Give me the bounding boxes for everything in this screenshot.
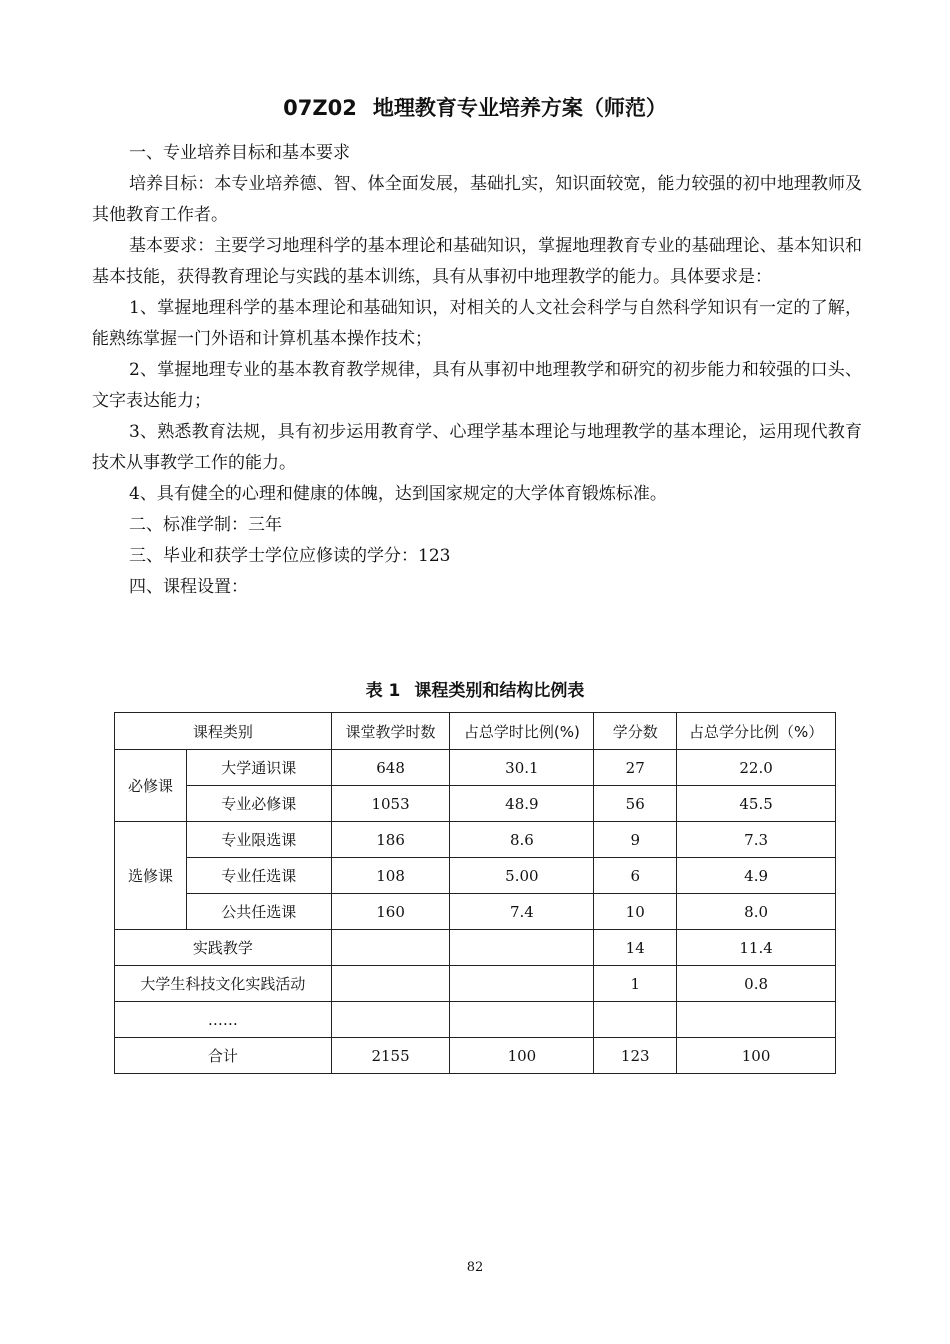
course-name: 实践教学 xyxy=(115,930,332,966)
hours-pct-cell: 100 xyxy=(450,1038,594,1074)
header-credits: 学分数 xyxy=(594,713,677,750)
credits-pct-cell: 100 xyxy=(677,1038,836,1074)
hours-pct-cell: 5.00 xyxy=(450,858,594,894)
credits-pct-cell xyxy=(677,1002,836,1038)
hours-cell: 2155 xyxy=(331,1038,450,1074)
hours-pct-cell: 7.4 xyxy=(450,894,594,930)
header-credits-pct: 占总学分比例（%） xyxy=(677,713,836,750)
credits-pct-cell: 11.4 xyxy=(677,930,836,966)
credits-cell: 1 xyxy=(594,966,677,1002)
hours-cell: 1053 xyxy=(331,786,450,822)
group-elective: 选修课 xyxy=(115,822,187,930)
table-number: 表 1 xyxy=(365,681,401,701)
table-row xyxy=(115,750,836,786)
credits-cell: 14 xyxy=(594,930,677,966)
page-title xyxy=(0,92,950,122)
course-structure-table xyxy=(114,712,836,1074)
hours-pct-cell xyxy=(450,1002,594,1038)
hours-pct-cell xyxy=(450,966,594,1002)
course-name: 专业必修课 xyxy=(186,786,331,822)
goal-paragraph xyxy=(92,169,862,231)
table-caption xyxy=(0,676,950,701)
credits-cell: 9 xyxy=(594,822,677,858)
page-number: 82 xyxy=(466,1260,484,1275)
hours-pct-cell: 48.9 xyxy=(450,786,594,822)
course-name: 公共任选课 xyxy=(186,894,331,930)
section3-line xyxy=(92,541,862,572)
hours-cell xyxy=(331,1002,450,1038)
course-name: 大学生科技文化实践活动 xyxy=(115,966,332,1002)
hours-cell: 648 xyxy=(331,750,450,786)
requirement-item-2: 2、掌握地理专业的基本教育教学规律，具有从事初中地理教学和研究的初步能力和较强的口头、文字表达能力； xyxy=(92,360,862,411)
header-category: 课程类别 xyxy=(115,713,332,750)
hours-cell xyxy=(331,966,450,1002)
course-name: 专业任选课 xyxy=(186,858,331,894)
header-hours: 课堂教学时数 xyxy=(331,713,450,750)
section4-heading: 四、课程设置： xyxy=(129,577,248,597)
section2-value: 三年 xyxy=(248,515,282,535)
requirement-item-3: 3、熟悉教育法规，具有初步运用教育学、心理学基本理论与地理教学的基本理论，运用现代教育技术从事教学工作的能力。 xyxy=(92,422,862,473)
credits-pct-cell: 22.0 xyxy=(677,750,836,786)
table-row xyxy=(115,894,836,930)
section1-heading: 一、专业培养目标和基本要求 xyxy=(129,143,350,163)
credits-cell: 56 xyxy=(594,786,677,822)
goal-text: 本专业培养德、智、体全面发展，基础扎实，知识面较宽，能力较强的初中地理教师及其他教育工作者。 xyxy=(92,174,863,225)
table-row xyxy=(115,858,836,894)
credits-cell: 6 xyxy=(594,858,677,894)
course-name: 大学通识课 xyxy=(186,750,331,786)
header-hours-pct: 占总学时比例(%) xyxy=(450,713,594,750)
hours-cell xyxy=(331,930,450,966)
table-row xyxy=(115,930,836,966)
requirements-label: 基本要求： xyxy=(129,236,215,256)
credits-pct-cell: 0.8 xyxy=(677,966,836,1002)
course-name: …… xyxy=(115,1002,332,1038)
table-row xyxy=(115,822,836,858)
credits-cell xyxy=(594,1002,677,1038)
requirement-item-1: 1、掌握地理科学的基本理论和基础知识，对相关的人文社会科学与自然科学知识有一定的了解，能熟练掌握一门外语和计算机基本操作技术； xyxy=(92,298,862,349)
credits-cell: 10 xyxy=(594,894,677,930)
table-header-row xyxy=(115,713,836,750)
requirements-paragraph xyxy=(92,231,862,293)
table-title: 课程类别和结构比例表 xyxy=(414,681,585,701)
document-body xyxy=(92,138,862,603)
course-name: 专业限选课 xyxy=(186,822,331,858)
program-code: 07Z02 xyxy=(283,96,357,120)
credits-cell: 123 xyxy=(594,1038,677,1074)
program-title: 地理教育专业培养方案（师范） xyxy=(372,96,667,120)
section3-heading: 三、毕业和获学士学位应修读的学分： xyxy=(129,546,418,566)
group-required: 必修课 xyxy=(115,750,187,822)
requirements-text: 主要学习地理科学的基本理论和基础知识，掌握地理教育专业的基础理论、基本知识和基本技能，获得教育理论与实践的基本训练，具有从事初中地理教学的能力。具体要求是： xyxy=(92,236,863,287)
hours-pct-cell: 8.6 xyxy=(450,822,594,858)
table-row xyxy=(115,1002,836,1038)
course-name: 合计 xyxy=(115,1038,332,1074)
requirement-item-4: 4、具有健全的心理和健康的体魄，达到国家规定的大学体育锻炼标准。 xyxy=(129,484,667,504)
goal-label: 培养目标： xyxy=(129,174,215,194)
credits-pct-cell: 8.0 xyxy=(677,894,836,930)
credits-pct-cell: 4.9 xyxy=(677,858,836,894)
hours-cell: 186 xyxy=(331,822,450,858)
hours-pct-cell xyxy=(450,930,594,966)
table-total-row xyxy=(115,1038,836,1074)
hours-cell: 108 xyxy=(331,858,450,894)
credits-pct-cell: 45.5 xyxy=(677,786,836,822)
credits-pct-cell: 7.3 xyxy=(677,822,836,858)
credits-cell: 27 xyxy=(594,750,677,786)
hours-cell: 160 xyxy=(331,894,450,930)
section2-line xyxy=(92,510,862,541)
section2-heading: 二、标准学制： xyxy=(129,515,248,535)
section3-value: 123 xyxy=(418,546,451,566)
table-row xyxy=(115,966,836,1002)
hours-pct-cell: 30.1 xyxy=(450,750,594,786)
table-row xyxy=(115,786,836,822)
